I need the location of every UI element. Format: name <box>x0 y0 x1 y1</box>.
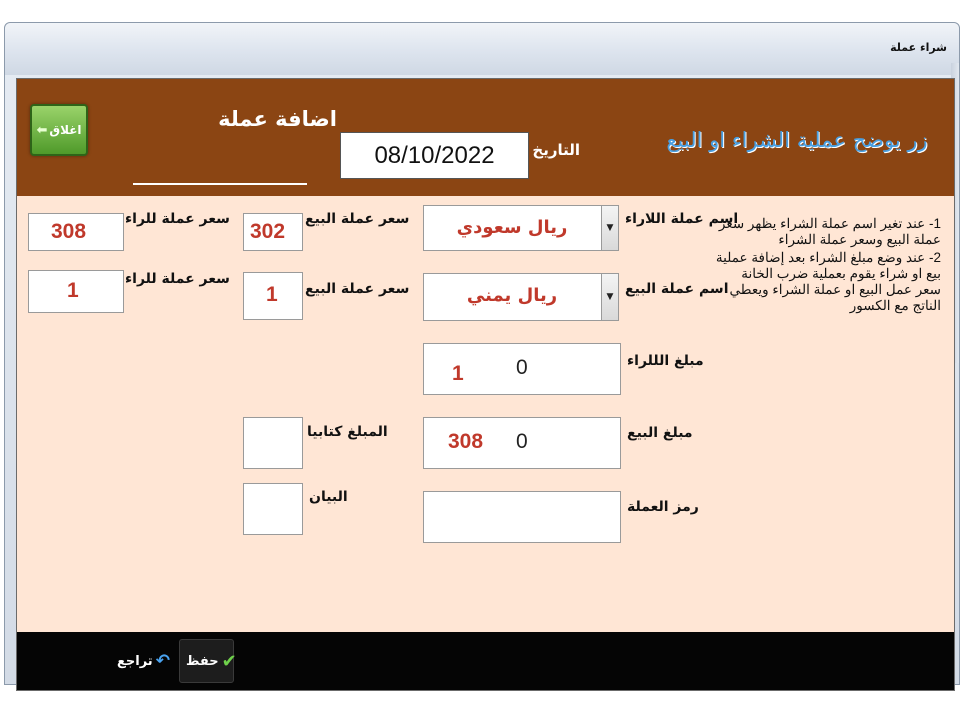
undo-button[interactable] <box>110 639 170 683</box>
undo-button-label: تراجع <box>117 653 153 669</box>
chevron-down-icon[interactable]: ▼ <box>601 206 618 250</box>
chevron-down-icon[interactable]: ▼ <box>601 274 618 320</box>
page-title: اضافة عملة <box>218 107 337 131</box>
sell-currency-label: اسم عملة البيع <box>625 281 729 297</box>
sell-rate-label-2: سعر عملة البيع <box>305 281 410 297</box>
amount-in-words-field[interactable] <box>243 417 303 469</box>
sell-rate-value-1: 302 <box>250 220 286 243</box>
close-button[interactable] <box>30 104 88 156</box>
sell-currency-value: ريال يمني <box>466 285 558 306</box>
app-window <box>4 22 960 685</box>
statement-field[interactable] <box>243 483 303 535</box>
save-button[interactable] <box>179 639 237 683</box>
buy-rate-label-1: سعر عملة للراء <box>125 211 230 227</box>
buy-currency-value: ريال سعودي <box>456 217 568 238</box>
sell-currency-select[interactable] <box>423 273 619 321</box>
buy-rate-value-1: 308 <box>51 220 87 243</box>
buy-rate-field-2[interactable] <box>28 270 124 313</box>
amount-in-words-label: المبلغ كتابيا <box>307 424 388 440</box>
form-footer <box>17 632 954 690</box>
buy-currency-select[interactable] <box>423 205 619 251</box>
buy-rate-field-1[interactable] <box>28 213 124 251</box>
buy-amount-field[interactable] <box>423 343 621 395</box>
sell-rate-label-1: سعر عملة البيع <box>305 211 410 227</box>
instructions-note <box>715 216 941 316</box>
undo-icon: ↶ <box>155 651 170 671</box>
note-line-2: 2- عند وضع مبلغ الشراء بعد إضافة عملية بيع او شراء يقوم بعملية ضرب الخانة سعر عمل البيع او عملة الشراء ويعطي الناتج مع الكسور <box>715 250 941 313</box>
sell-amount-field[interactable] <box>423 417 621 469</box>
note-line-1: 1- عند تغير اسم عملة الشراء يظهر سعر عملة البيع وسعر عملة الشراء <box>718 216 941 247</box>
sell-rate-field-2[interactable] <box>243 272 303 320</box>
sell-amount-label: مبلغ البيع <box>627 425 693 441</box>
currency-code-label: رمز العملة <box>627 499 699 515</box>
save-button-label: حفظ <box>186 653 219 669</box>
window-title: شراء عملة <box>890 41 947 54</box>
check-icon: ✔ <box>221 650 237 672</box>
currency-form <box>16 78 955 691</box>
exit-icon: ⬅ <box>36 122 48 138</box>
title-underline <box>133 183 307 185</box>
sell-rate-value-2: 1 <box>266 283 278 306</box>
buy-currency-label: اسم عملة اللاراء <box>625 211 739 227</box>
buy-amount-value: 0 <box>516 356 528 379</box>
buy-amount-annotation: 1 <box>452 362 464 385</box>
buy-amount-label: مبلغ الللراء <box>627 353 704 369</box>
currency-code-field[interactable] <box>423 491 621 543</box>
form-header <box>17 79 954 196</box>
date-label: التاريخ <box>532 141 580 159</box>
buy-rate-label-2: سعر عملة للراء <box>125 271 230 287</box>
sell-amount-annotation: 308 <box>448 430 484 453</box>
title-bar <box>5 23 959 75</box>
buy-rate-value-2: 1 <box>67 279 79 302</box>
buy-sell-callout: زر يوضح عملية الشراء او البيع <box>666 128 928 152</box>
date-field[interactable]: 08/10/2022 <box>340 132 529 179</box>
statement-label: البيان <box>309 489 348 505</box>
sell-amount-value: 0 <box>516 430 528 453</box>
sell-rate-field-1[interactable] <box>243 213 303 251</box>
close-button-label: اغلاق <box>49 123 82 137</box>
